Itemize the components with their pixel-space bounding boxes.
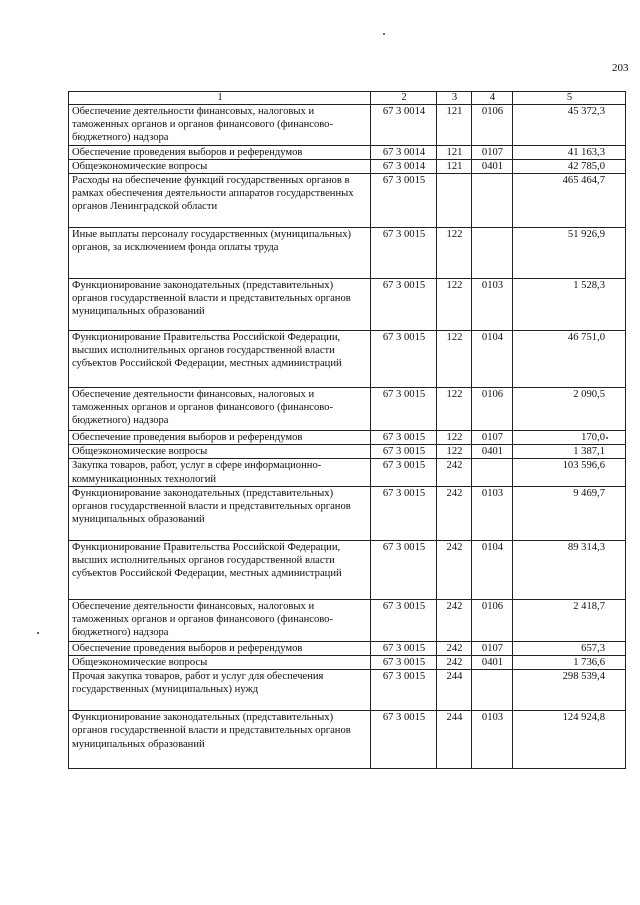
table-row — [69, 711, 626, 769]
row-name-cell: Расходы на обеспечение функций государственных органов в рамках обеспечения деятельности аппаратов государственных органов Ленинградской области — [69, 174, 371, 228]
row-section-cell: 0107 — [472, 431, 513, 445]
row-amount-cell: 41 163,3 — [513, 145, 626, 159]
row-name-cell: Обеспечение деятельности финансовых, налоговых и таможенных органов и органов финансового (финансово-бюджетного) надзора — [69, 105, 371, 146]
row-code-cell: 67 3 0015 — [371, 174, 437, 228]
row-code-cell: 67 3 0015 — [371, 228, 437, 279]
row-section-cell: 0401 — [472, 159, 513, 173]
row-name-cell: Обеспечение деятельности финансовых, налоговых и таможенных органов и органов финансового (финансово-бюджетного) надзора — [69, 388, 371, 431]
row-section-cell — [472, 459, 513, 486]
table-row — [69, 145, 626, 159]
row-section-cell — [472, 670, 513, 711]
row-section-cell: 0401 — [472, 656, 513, 670]
row-amount-cell: 103 596,6 — [513, 459, 626, 486]
row-section-cell — [472, 228, 513, 279]
row-code-cell: 67 3 0015 — [371, 641, 437, 655]
row-name-cell: Функционирование Правительства Российской Федерации, высших исполнительных органов государственной власти субъектов Российской Федерации, местных администраций — [69, 331, 371, 388]
row-amount-cell: 170,0 — [513, 431, 626, 445]
row-code-cell: 67 3 0015 — [371, 656, 437, 670]
row-section-cell: 0104 — [472, 540, 513, 599]
header-col-4: 4 — [472, 92, 513, 105]
row-code-cell: 67 3 0015 — [371, 279, 437, 331]
row-vr-cell: 242 — [437, 641, 472, 655]
table-row — [69, 431, 626, 445]
table-row — [69, 540, 626, 599]
row-vr-cell: 242 — [437, 459, 472, 486]
row-code-cell: 67 3 0015 — [371, 540, 437, 599]
row-name-cell: Обеспечение проведения выборов и референдумов — [69, 145, 371, 159]
table-row — [69, 670, 626, 711]
row-amount-cell: 51 926,9 — [513, 228, 626, 279]
row-amount-cell: 2 418,7 — [513, 599, 626, 641]
header-col-1: 1 — [69, 92, 371, 105]
row-vr-cell: 244 — [437, 711, 472, 769]
table-row — [69, 159, 626, 173]
row-name-cell: Обеспечение проведения выборов и референдумов — [69, 641, 371, 655]
table-row — [69, 388, 626, 431]
row-code-cell: 67 3 0015 — [371, 711, 437, 769]
row-amount-cell: 42 785,0 — [513, 159, 626, 173]
row-code-cell: 67 3 0014 — [371, 105, 437, 146]
row-amount-cell: 124 924,8 — [513, 711, 626, 769]
row-name-cell: Общеэкономические вопросы — [69, 656, 371, 670]
table-header-row — [69, 92, 626, 105]
row-vr-cell: 122 — [437, 445, 472, 459]
table-row — [69, 228, 626, 279]
row-code-cell: 67 3 0015 — [371, 331, 437, 388]
table-row — [69, 486, 626, 540]
row-vr-cell: 121 — [437, 145, 472, 159]
row-amount-cell: 465 464,7 — [513, 174, 626, 228]
row-vr-cell — [437, 174, 472, 228]
row-code-cell: 67 3 0014 — [371, 145, 437, 159]
row-vr-cell: 244 — [437, 670, 472, 711]
row-section-cell: 0107 — [472, 641, 513, 655]
row-code-cell: 67 3 0014 — [371, 159, 437, 173]
table-row — [69, 599, 626, 641]
table-row — [69, 459, 626, 486]
row-section-cell: 0401 — [472, 445, 513, 459]
row-amount-cell: 1 387,1 — [513, 445, 626, 459]
row-name-cell: Иные выплаты персоналу государственных (муниципальных) органов, за исключением фонда оплаты труда — [69, 228, 371, 279]
row-amount-cell: 46 751,0 — [513, 331, 626, 388]
row-vr-cell: 242 — [437, 656, 472, 670]
row-code-cell: 67 3 0015 — [371, 431, 437, 445]
row-code-cell: 67 3 0015 — [371, 599, 437, 641]
row-name-cell: Общеэкономические вопросы — [69, 159, 371, 173]
row-section-cell: 0104 — [472, 331, 513, 388]
budget-table — [68, 91, 626, 769]
row-name-cell: Обеспечение деятельности финансовых, налоговых и таможенных органов и органов финансового (финансово-бюджетного) надзора — [69, 599, 371, 641]
row-name-cell: Общеэкономические вопросы — [69, 445, 371, 459]
row-code-cell: 67 3 0015 — [371, 388, 437, 431]
row-section-cell: 0107 — [472, 145, 513, 159]
row-amount-cell: 657,3 — [513, 641, 626, 655]
header-col-2: 2 — [371, 92, 437, 105]
row-section-cell: 0103 — [472, 711, 513, 769]
table-row — [69, 174, 626, 228]
row-amount-cell: 89 314,3 — [513, 540, 626, 599]
row-code-cell: 67 3 0015 — [371, 445, 437, 459]
row-amount-cell: 1 528,3 — [513, 279, 626, 331]
row-vr-cell: 121 — [437, 105, 472, 146]
table-row — [69, 331, 626, 388]
row-section-cell: 0103 — [472, 486, 513, 540]
header-col-5: 5 — [513, 92, 626, 105]
row-vr-cell: 242 — [437, 486, 472, 540]
row-amount-cell: 2 090,5 — [513, 388, 626, 431]
row-name-cell: Закупка товаров, работ, услуг в сфере информационно-коммуникационных технологий — [69, 459, 371, 486]
table-row — [69, 279, 626, 331]
scan-speck — [383, 33, 385, 35]
row-section-cell: 0103 — [472, 279, 513, 331]
scan-speck — [37, 632, 39, 634]
row-code-cell: 67 3 0015 — [371, 459, 437, 486]
row-name-cell: Функционирование законодательных (представительных) органов государственной власти и представительных органов муниципальных образований — [69, 711, 371, 769]
row-name-cell: Прочая закупка товаров, работ и услуг для обеспечения государственных (муниципальных) нужд — [69, 670, 371, 711]
table-row — [69, 445, 626, 459]
table-row — [69, 656, 626, 670]
row-amount-cell: 9 469,7 — [513, 486, 626, 540]
table-row — [69, 105, 626, 146]
page-number: 203 — [612, 62, 629, 74]
row-code-cell: 67 3 0015 — [371, 670, 437, 711]
row-section-cell: 0106 — [472, 105, 513, 146]
row-amount-cell: 45 372,3 — [513, 105, 626, 146]
row-name-cell: Функционирование законодательных (представительных) органов государственной власти и представительных органов муниципальных образований — [69, 279, 371, 331]
header-col-3: 3 — [437, 92, 472, 105]
row-vr-cell: 242 — [437, 599, 472, 641]
row-vr-cell: 122 — [437, 279, 472, 331]
row-vr-cell: 121 — [437, 159, 472, 173]
row-vr-cell: 122 — [437, 431, 472, 445]
row-vr-cell: 122 — [437, 228, 472, 279]
row-vr-cell: 122 — [437, 331, 472, 388]
row-section-cell: 0106 — [472, 599, 513, 641]
row-section-cell: 0106 — [472, 388, 513, 431]
row-name-cell: Функционирование Правительства Российской Федерации, высших исполнительных органов государственной власти субъектов Российской Федерации, местных администраций — [69, 540, 371, 599]
row-amount-cell: 1 736,6 — [513, 656, 626, 670]
row-vr-cell: 242 — [437, 540, 472, 599]
table-row — [69, 641, 626, 655]
row-section-cell — [472, 174, 513, 228]
row-amount-cell: 298 539,4 — [513, 670, 626, 711]
row-code-cell: 67 3 0015 — [371, 486, 437, 540]
row-vr-cell: 122 — [437, 388, 472, 431]
row-name-cell: Обеспечение проведения выборов и референдумов — [69, 431, 371, 445]
row-name-cell: Функционирование законодательных (представительных) органов государственной власти и представительных органов муниципальных образований — [69, 486, 371, 540]
